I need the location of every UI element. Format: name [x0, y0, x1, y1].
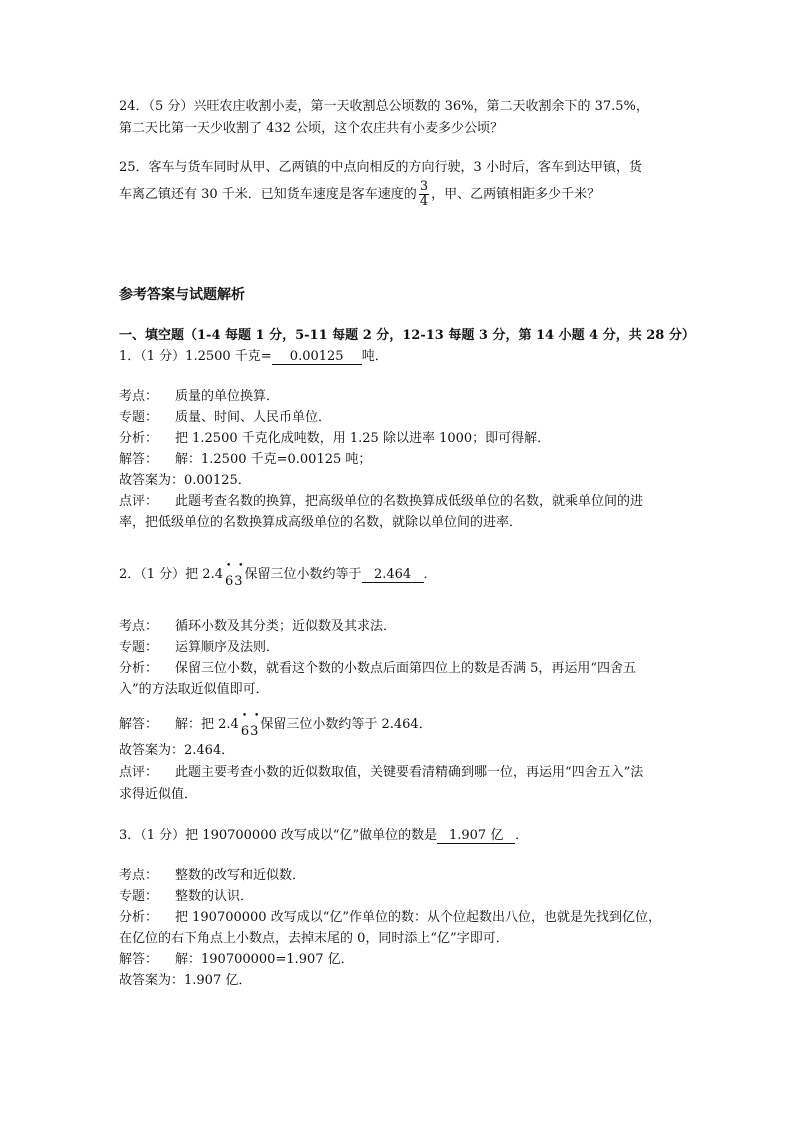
p2-answer: 故答案为：2.464．: [119, 743, 235, 758]
dianping-label: 点评：: [119, 765, 159, 780]
kaodian-label: 考点：: [119, 389, 159, 404]
p2-dianping-2: 求得近似值．: [119, 787, 198, 802]
jieda-label: 解答：: [119, 717, 159, 732]
p3-question: [119, 827, 528, 845]
fraction-three-quarters: [419, 180, 429, 209]
repeating-dots: • •: [241, 711, 262, 721]
answers-title: 参考答案与试题解析: [119, 287, 245, 303]
section-1-title: 一、填空题（1-4 每题 1 分，5-11 每题 2 分，12-13 每题 3 分，第 14 小题 4 分，共 28 分）: [119, 328, 695, 343]
fenxi-label: 分析：: [119, 431, 159, 446]
p1-answer-blank: 0.00125: [272, 349, 362, 365]
p3-fenxi-text-1: 把 190700000 改写成以“亿”作单位的数：从个位起数出八位，也就是先找到亿位，: [175, 910, 661, 925]
p1-jieda: [119, 451, 371, 469]
q25-line-2-post: ，甲、乙两镇相距多少千米？: [431, 187, 601, 202]
fraction-denominator: 4: [419, 194, 429, 209]
zhuanti-label: 专题：: [119, 410, 159, 425]
p2-question-mid: 保留三位小数约等于: [244, 567, 362, 582]
fenxi-label: 分析：: [119, 910, 159, 925]
p3-zhuanti-text: 整数的认识．: [175, 889, 254, 904]
p1-question-post: 吨．: [361, 349, 388, 364]
q25-line-1: 25．客车与货车同时从甲、乙两镇的中点向相反的方向行驶，3 小时后，客车到达甲镇，货: [119, 160, 642, 175]
p2-fenxi-2: 入”的方法取近似值即可．: [119, 682, 269, 697]
p1-question-pre: 1．（1 分）1.2500 千克=: [119, 349, 272, 364]
p3-jieda-text: 解：190700000=1.907 亿．: [175, 952, 354, 967]
p2-jieda: [119, 711, 432, 741]
p1-kaodian: [119, 388, 279, 406]
p3-kaodian-text: 整数的改写和近似数．: [175, 868, 306, 883]
p1-fenxi: [119, 430, 550, 448]
p1-dianping: [119, 493, 643, 511]
q25-line-2: [119, 180, 600, 209]
p3-fenxi: [119, 909, 661, 927]
p1-zhuanti: [119, 409, 331, 427]
fenxi-label: 分析：: [119, 661, 159, 676]
p2-zhuanti-text: 运算顺序及法则．: [175, 640, 280, 655]
kaodian-label: 考点：: [119, 619, 159, 634]
zhuanti-label: 专题：: [119, 889, 159, 904]
p2-dianping-text-1: 此题主要考查小数的近似数取值，关键要看清精确到哪一位，再运用“四舍五入”法: [175, 765, 644, 780]
p3-answer-blank: 1.907 亿: [437, 828, 515, 844]
p3-question-post: ．: [515, 828, 529, 843]
p1-dianping-text-1: 此题考查名数的换算，把高级单位的名数换算成低级单位的名数，就乘单位间的进: [175, 494, 644, 509]
p3-zhuanti: [119, 888, 253, 906]
p1-zhuanti-text: 质量、时间、人民币单位．: [175, 410, 332, 425]
p3-jieda: [119, 951, 354, 969]
fraction-numerator: 3: [419, 179, 429, 194]
p2-question-pre: 2．（1 分）把 2.4: [119, 567, 223, 582]
jieda-label: 解答：: [119, 452, 159, 467]
repeating-digits: 63: [240, 724, 260, 739]
p1-dianping-2: 率，把低级单位的名数换算成高级单位的名数，就除以单位间的进率．: [119, 515, 523, 530]
p2-dianping: [119, 764, 643, 782]
p2-answer-blank: 2.464: [362, 567, 424, 583]
p2-jieda-pre: 解：把 2.4: [175, 717, 239, 732]
p1-question: [119, 348, 388, 366]
p2-question-post: ．: [423, 567, 437, 582]
repeating-digits: 63: [224, 574, 244, 589]
p2-kaodian-text: 循环小数及其分类；近似数及其求法．: [175, 619, 397, 634]
p3-answer: 故答案为：1.907 亿．: [119, 973, 252, 988]
q25-line-2-pre: 车离乙镇还有 30 千米．已知货车速度是客车速度的: [119, 187, 417, 202]
p1-jieda-text: 解：1.2500 千克=0.00125 吨；: [175, 452, 372, 467]
repeating-dots: • •: [225, 561, 246, 571]
p1-fenxi-text: 把 1.2500 千克化成吨数，用 1.25 除以进率 1000；即可得解．: [175, 431, 551, 446]
p2-question: [119, 561, 437, 591]
p3-question-pre: 3．（1 分）把 190700000 改写成以“亿”做单位的数是: [119, 828, 438, 843]
q24-line-1: 24．（5 分）兴旺农庄收割小麦，第一天收割总公顷数的 36%，第二天收割余下的 37.5%，: [119, 99, 649, 114]
zhuanti-label: 专题：: [119, 640, 159, 655]
repeating-decimal-63: [240, 711, 262, 741]
repeating-decimal-63: [224, 561, 246, 591]
p1-answer: 故答案为：0.00125．: [119, 473, 251, 488]
dianping-label: 点评：: [119, 494, 159, 509]
kaodian-label: 考点：: [119, 868, 159, 883]
p2-fenxi: [119, 660, 636, 678]
p3-kaodian: [119, 867, 305, 885]
jieda-label: 解答：: [119, 952, 159, 967]
p2-zhuanti: [119, 639, 279, 657]
p2-jieda-post: 保留三位小数约等于 2.464．: [260, 717, 432, 732]
p3-fenxi-2: 在亿位的右下角点上小数点，去掉末尾的 0，同时添上“亿”字即可．: [119, 931, 509, 946]
p1-kaodian-text: 质量的单位换算．: [175, 389, 280, 404]
p2-fenxi-text-1: 保留三位小数，就看这个数的小数点后面第四位上的数是否满 5，再运用“四舍五: [175, 661, 637, 676]
q24-line-2: 第二天比第一天少收割了 432 公顷，这个农庄共有小麦多少公顷？: [119, 121, 504, 136]
p2-kaodian: [119, 618, 396, 636]
